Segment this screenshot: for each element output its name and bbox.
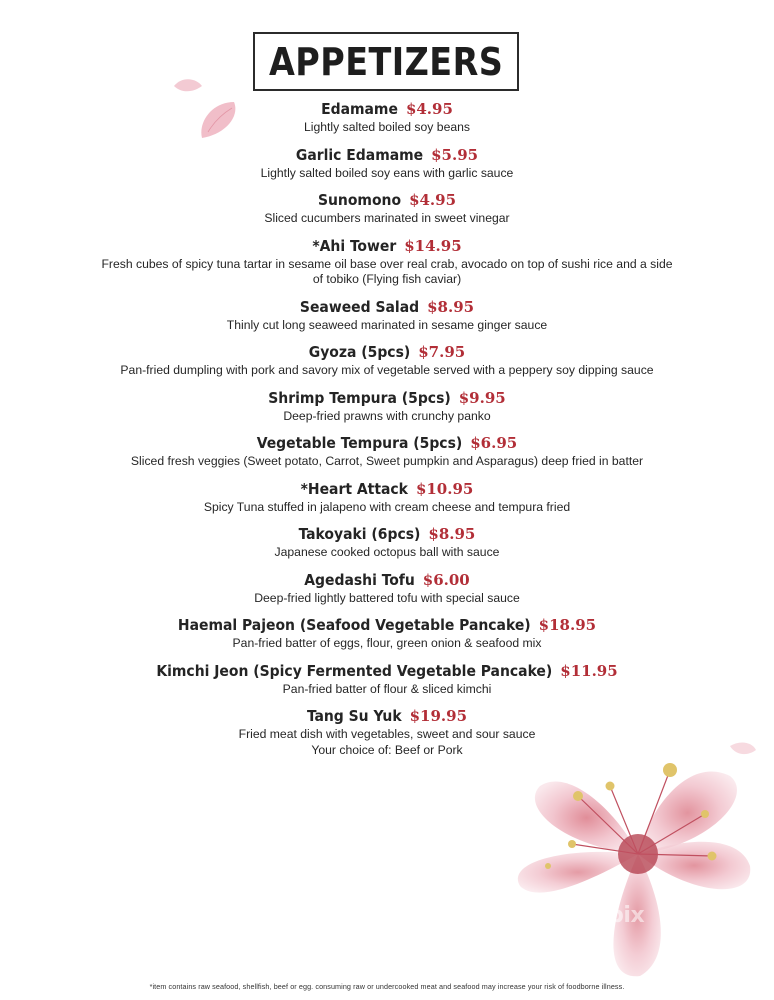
page-title: APPETIZERS bbox=[268, 39, 504, 84]
item-price: $9.95 bbox=[458, 388, 506, 407]
item-description-line-2: of tobiko (Flying fish caviar) bbox=[312, 272, 462, 286]
menu-item bbox=[0, 432, 774, 470]
item-price: $18.95 bbox=[538, 616, 597, 634]
item-price: $19.95 bbox=[409, 707, 468, 725]
item-name: Agedashi Tofu bbox=[304, 570, 415, 589]
menu-item bbox=[0, 569, 774, 607]
item-description: Japanese cooked octopus ball with sauce bbox=[274, 545, 500, 559]
menu-item bbox=[0, 523, 774, 561]
item-price: $10.95 bbox=[415, 479, 474, 498]
item-description: Lightly salted boiled soy eans with garlic sauce bbox=[260, 165, 514, 180]
item-name: *Ahi Tower bbox=[312, 236, 397, 255]
item-price: $4.95 bbox=[409, 191, 457, 209]
item-price: $6.00 bbox=[422, 570, 470, 589]
menu-item bbox=[0, 235, 774, 288]
menu-item bbox=[0, 387, 774, 425]
item-name: Edamame bbox=[321, 100, 398, 118]
item-name: Sunomono bbox=[317, 191, 402, 209]
watermark: menupix bbox=[541, 903, 645, 928]
item-price: $7.95 bbox=[418, 343, 466, 361]
item-name: Gyoza (5pcs) bbox=[308, 343, 411, 361]
item-description-line-2: Your choice of: Beef or Pork bbox=[311, 742, 463, 757]
item-price: $5.95 bbox=[431, 145, 479, 164]
item-description: Pan-fried dumpling with pork and savory mix of vegetable served with a peppery soy dipping sauce bbox=[120, 363, 654, 377]
item-price: $8.95 bbox=[428, 525, 476, 543]
item-description: Pan-fried batter of eggs, flour, green onion & seafood mix bbox=[232, 636, 542, 650]
item-name: Tang Su Yuk bbox=[306, 707, 402, 725]
item-description: Sliced fresh veggies (Sweet potato, Carrot, Sweet pumpkin and Asparagus) deep fried in batter bbox=[130, 454, 644, 468]
item-price: $14.95 bbox=[404, 236, 462, 255]
menu-item bbox=[0, 660, 774, 698]
cherry-blossom-icon bbox=[500, 726, 774, 986]
item-description: Fried meat dish with vegetables, sweet and sour sauce bbox=[238, 727, 536, 741]
menu-item bbox=[0, 614, 774, 652]
item-description: Fresh cubes of spicy tuna tartar in sesame oil base over real crab, avocado on top of sushi rice and a side bbox=[101, 256, 673, 271]
item-description: Spicy Tuna stuffed in jalapeno with cream cheese and tempura fried bbox=[203, 499, 571, 514]
item-description: Lightly salted boiled soy beans bbox=[304, 120, 470, 134]
item-description: Thinly cut long seaweed marinated in sesame ginger sauce bbox=[226, 317, 548, 332]
appetizer-list bbox=[0, 96, 774, 758]
item-description: Deep-fried lightly battered tofu with special sauce bbox=[254, 590, 520, 605]
menu-item bbox=[0, 478, 774, 516]
menu-item bbox=[0, 341, 774, 379]
item-name: *Heart Attack bbox=[300, 479, 408, 498]
item-name: Vegetable Tempura (5pcs) bbox=[256, 434, 463, 452]
item-description: Deep-fried prawns with crunchy panko bbox=[283, 408, 491, 423]
item-name: Haemal Pajeon (Seafood Vegetable Pancake) bbox=[177, 616, 531, 634]
item-name: Shrimp Tempura (5pcs) bbox=[268, 388, 451, 407]
item-price: $4.95 bbox=[405, 100, 453, 118]
menu-item bbox=[0, 296, 774, 334]
item-price: $11.95 bbox=[560, 661, 618, 680]
item-description: Sliced cucumbers marinated in sweet vinegar bbox=[264, 211, 510, 225]
item-name: Kimchi Jeon (Spicy Fermented Vegetable Pancake) bbox=[156, 661, 553, 680]
footnote: *item contains raw seafood, shellfish, beef or egg. consuming raw or undercooked meat and seafood may increase your risk of foodborne illness. bbox=[149, 982, 625, 991]
menu-item bbox=[0, 98, 774, 136]
item-name: Seaweed Salad bbox=[299, 297, 420, 316]
title-box bbox=[253, 32, 519, 91]
item-name: Garlic Edamame bbox=[295, 145, 424, 164]
menu-item bbox=[0, 189, 774, 227]
item-description: Pan-fried batter of flour & sliced kimchi bbox=[282, 681, 492, 696]
item-price: $6.95 bbox=[470, 434, 518, 452]
item-name: Takoyaki (6pcs) bbox=[298, 525, 421, 543]
item-price: $8.95 bbox=[427, 297, 475, 316]
menu-item bbox=[0, 144, 774, 182]
